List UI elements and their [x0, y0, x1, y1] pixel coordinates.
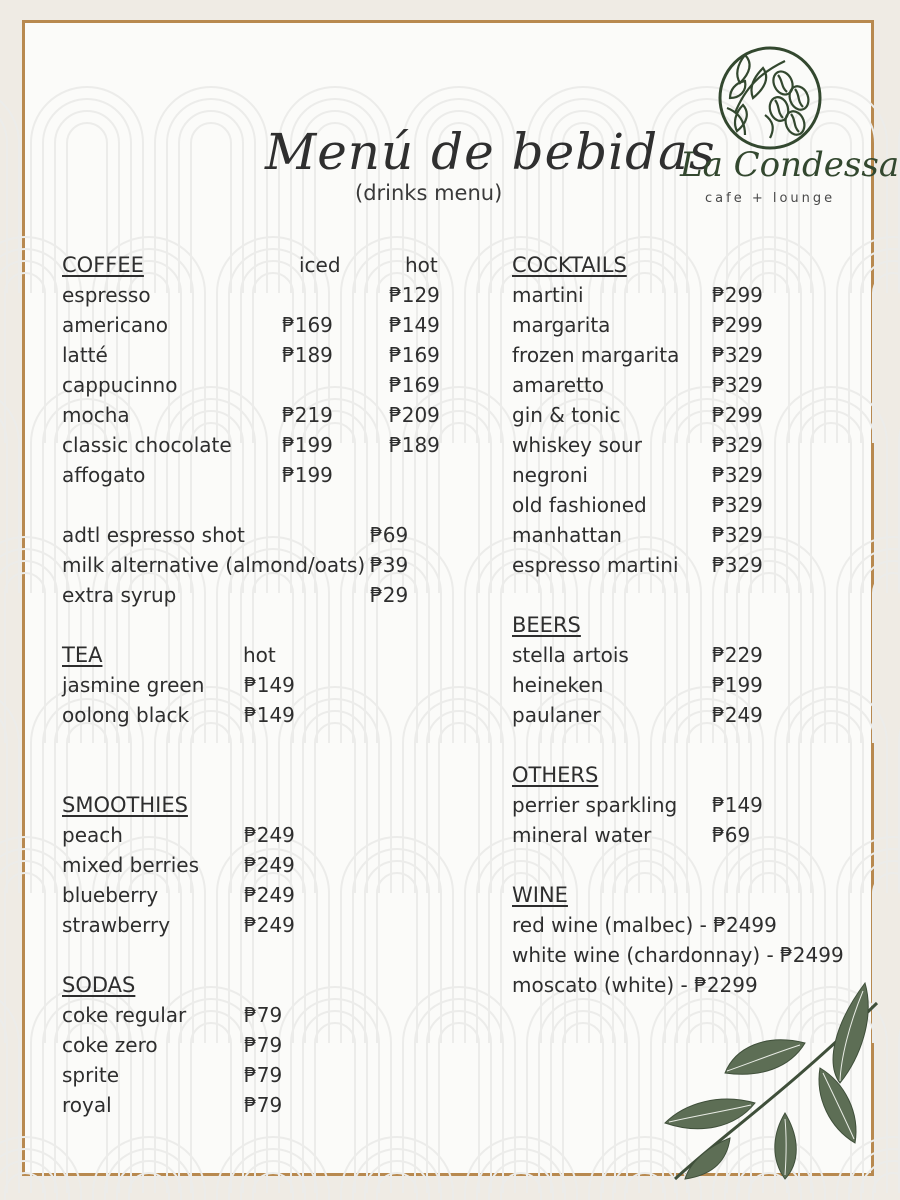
menu-item: [62, 1030, 462, 1060]
item-name: manhattan: [512, 523, 622, 547]
menu-item: [512, 550, 862, 580]
item-price-hot: ₱129: [389, 283, 440, 307]
item-name: margarita: [512, 313, 611, 337]
arch-line: [253, 1173, 293, 1200]
section-heading: SMOOTHIES: [62, 793, 188, 817]
item-name: strawberry: [62, 913, 171, 937]
arch-line: [217, 1137, 329, 1200]
item-name: martini: [512, 283, 584, 307]
item-name: jasmine green: [62, 673, 205, 697]
arch-line: [551, 1011, 615, 1193]
item-name: blueberry: [62, 883, 159, 907]
coffee-section-header: [62, 250, 462, 280]
arch-line: [873, 273, 900, 443]
item-price: ₱249: [712, 703, 763, 727]
others-section-header: [512, 760, 862, 790]
item-price-iced: ₱189: [282, 343, 333, 367]
item-name: coke regular: [62, 1003, 187, 1027]
menu-item: [62, 310, 462, 340]
item-price: ₱79: [244, 1033, 283, 1057]
wine-item: [512, 910, 862, 940]
arch-line: [0, 861, 57, 1043]
section-heading: SODAS: [62, 973, 136, 997]
item-price: ₱79: [244, 1003, 283, 1027]
menu-item: [62, 1060, 462, 1090]
wine-section-header: [512, 880, 862, 910]
item-price-hot: ₱169: [389, 373, 440, 397]
arch-line: [241, 1161, 305, 1200]
arch-line: [489, 1161, 553, 1200]
beers-section-header: [512, 610, 862, 640]
sodas-section-header: [62, 970, 462, 1000]
item-name: mocha: [62, 403, 130, 427]
item-price: ₱329: [712, 433, 763, 457]
item-name: adtl espresso shot: [62, 523, 245, 547]
item-name: extra syrup: [62, 583, 177, 607]
item-price: ₱249: [244, 823, 295, 847]
item-price: ₱39: [370, 553, 409, 577]
item-price: ₱299: [712, 313, 763, 337]
item-price-iced: ₱199: [282, 433, 333, 457]
item-name: frozen margarita: [512, 343, 680, 367]
item-price-hot: ₱149: [389, 313, 440, 337]
item-price: ₱299: [712, 283, 763, 307]
tea-section-header: [62, 640, 462, 670]
item-price-iced: ₱219: [282, 403, 333, 427]
menu-item: [512, 820, 862, 850]
item-name: perrier sparkling: [512, 793, 678, 817]
cocktails-section-header: [512, 250, 862, 280]
item-text: white wine (chardonnay) - ₱2499: [512, 943, 844, 967]
smoothies-section-header: [62, 790, 462, 820]
item-price: ₱329: [712, 523, 763, 547]
item-price: ₱329: [712, 553, 763, 577]
item-price: ₱149: [244, 673, 295, 697]
menu-item: [512, 280, 862, 310]
addon-item: [62, 550, 462, 580]
item-text: red wine (malbec) - ₱2499: [512, 913, 777, 937]
leaves-decoration-icon: [635, 963, 877, 1179]
menu-item: [62, 700, 462, 730]
menu-item: [62, 850, 462, 880]
arch-line: [873, 873, 900, 1043]
menu-item: [512, 370, 862, 400]
arch-line: [563, 1023, 603, 1193]
section-heading: BEERS: [512, 613, 581, 637]
item-price: ₱29: [370, 583, 409, 607]
menu-page: [22, 20, 900, 1176]
arch-line: [129, 1173, 169, 1200]
menu-item: [62, 670, 462, 700]
item-name: americano: [62, 313, 168, 337]
section-heading: COCKTAILS: [512, 253, 627, 277]
item-name: latté: [62, 343, 108, 367]
addon-item: [62, 520, 462, 550]
item-name: stella artois: [512, 643, 629, 667]
arch-line: [93, 1137, 205, 1200]
item-name: royal: [62, 1093, 112, 1117]
menu-item: [62, 910, 462, 940]
page-title: Menú de bebidas: [265, 123, 716, 181]
item-name: sprite: [62, 1063, 120, 1087]
item-price: ₱79: [244, 1093, 283, 1117]
item-price: ₱69: [712, 823, 751, 847]
item-price: ₱299: [712, 403, 763, 427]
item-name: paulaner: [512, 703, 601, 727]
item-name: mineral water: [512, 823, 652, 847]
arch-line: [465, 1137, 577, 1200]
section-heading: TEA: [62, 643, 103, 667]
item-name: whiskey sour: [512, 433, 642, 457]
menu-item: [512, 340, 862, 370]
section-heading: OTHERS: [512, 763, 599, 787]
item-name: mixed berries: [62, 853, 199, 877]
arch-line: [5, 873, 45, 1043]
item-price: ₱249: [244, 853, 295, 877]
brand-tagline: cafe + lounge: [705, 191, 836, 206]
item-price: ₱249: [244, 883, 295, 907]
item-price: ₱329: [712, 343, 763, 367]
item-name: espresso martini: [512, 553, 679, 577]
arch-line: [5, 1173, 45, 1200]
menu-item: [512, 640, 862, 670]
menu-item: [62, 880, 462, 910]
arch-line: [5, 573, 45, 743]
item-price-hot: ₱169: [389, 343, 440, 367]
arch-line: [501, 1173, 541, 1200]
section-heading: WINE: [512, 883, 568, 907]
item-text: moscato (white) - ₱2299: [512, 973, 758, 997]
coffee-bean-logo-icon: [715, 43, 825, 153]
menu-item: [62, 400, 462, 430]
arch-line: [5, 273, 45, 443]
item-name: negroni: [512, 463, 588, 487]
menu-item: [512, 460, 862, 490]
menu-item: [512, 790, 862, 820]
menu-item: [512, 310, 862, 340]
menu-item: [62, 1000, 462, 1030]
item-name: old fashioned: [512, 493, 647, 517]
item-name: heineken: [512, 673, 604, 697]
menu-item: [512, 400, 862, 430]
item-price: ₱229: [712, 643, 763, 667]
item-price: ₱79: [244, 1063, 283, 1087]
item-price: ₱249: [244, 913, 295, 937]
item-price: ₱69: [370, 523, 409, 547]
item-name: espresso: [62, 283, 151, 307]
arch-line: [0, 261, 57, 443]
arch-line: [341, 1137, 453, 1200]
arch-line: [0, 99, 7, 293]
item-price-iced: ₱199: [282, 463, 333, 487]
menu-item: [62, 430, 462, 460]
item-price: ₱329: [712, 493, 763, 517]
item-price-iced: ₱169: [282, 313, 333, 337]
menu-item: [512, 430, 862, 460]
item-price: ₱199: [712, 673, 763, 697]
menu-item: [512, 670, 862, 700]
item-name: classic chocolate: [62, 433, 232, 457]
item-price: ₱149: [712, 793, 763, 817]
page-subtitle: (drinks menu): [355, 181, 503, 205]
arch-line: [365, 1161, 429, 1200]
item-name: affogato: [62, 463, 146, 487]
menu-item: [512, 490, 862, 520]
item-name: coke zero: [62, 1033, 158, 1057]
addon-item: [62, 580, 462, 610]
arch-line: [0, 561, 57, 743]
item-price-hot: ₱189: [389, 433, 440, 457]
item-name: amaretto: [512, 373, 605, 397]
menu-item: [62, 340, 462, 370]
item-price: ₱329: [712, 463, 763, 487]
item-price: ₱329: [712, 373, 763, 397]
item-name: milk alternative (almond/oats): [62, 553, 366, 577]
section-heading: COFFEE: [62, 253, 144, 277]
menu-item: [512, 700, 862, 730]
arch-line: [527, 987, 639, 1193]
item-name: cappucinno: [62, 373, 178, 397]
column-label-hot: hot: [405, 253, 438, 277]
menu-item: [62, 820, 462, 850]
column-label-iced: iced: [299, 253, 341, 277]
menu-item: [62, 370, 462, 400]
menu-item: [62, 460, 462, 490]
menu-item: [62, 1090, 462, 1120]
arch-line: [377, 1173, 417, 1200]
item-name: peach: [62, 823, 123, 847]
menu-item: [62, 280, 462, 310]
item-name: oolong black: [62, 703, 190, 727]
item-name: gin & tonic: [512, 403, 621, 427]
column-label-hot: hot: [243, 643, 276, 667]
brand-name: La Condessa: [680, 145, 900, 185]
item-price-hot: ₱209: [389, 403, 440, 427]
arch-line: [873, 573, 900, 743]
arch-line: [117, 1161, 181, 1200]
menu-item: [512, 520, 862, 550]
item-price: ₱149: [244, 703, 295, 727]
